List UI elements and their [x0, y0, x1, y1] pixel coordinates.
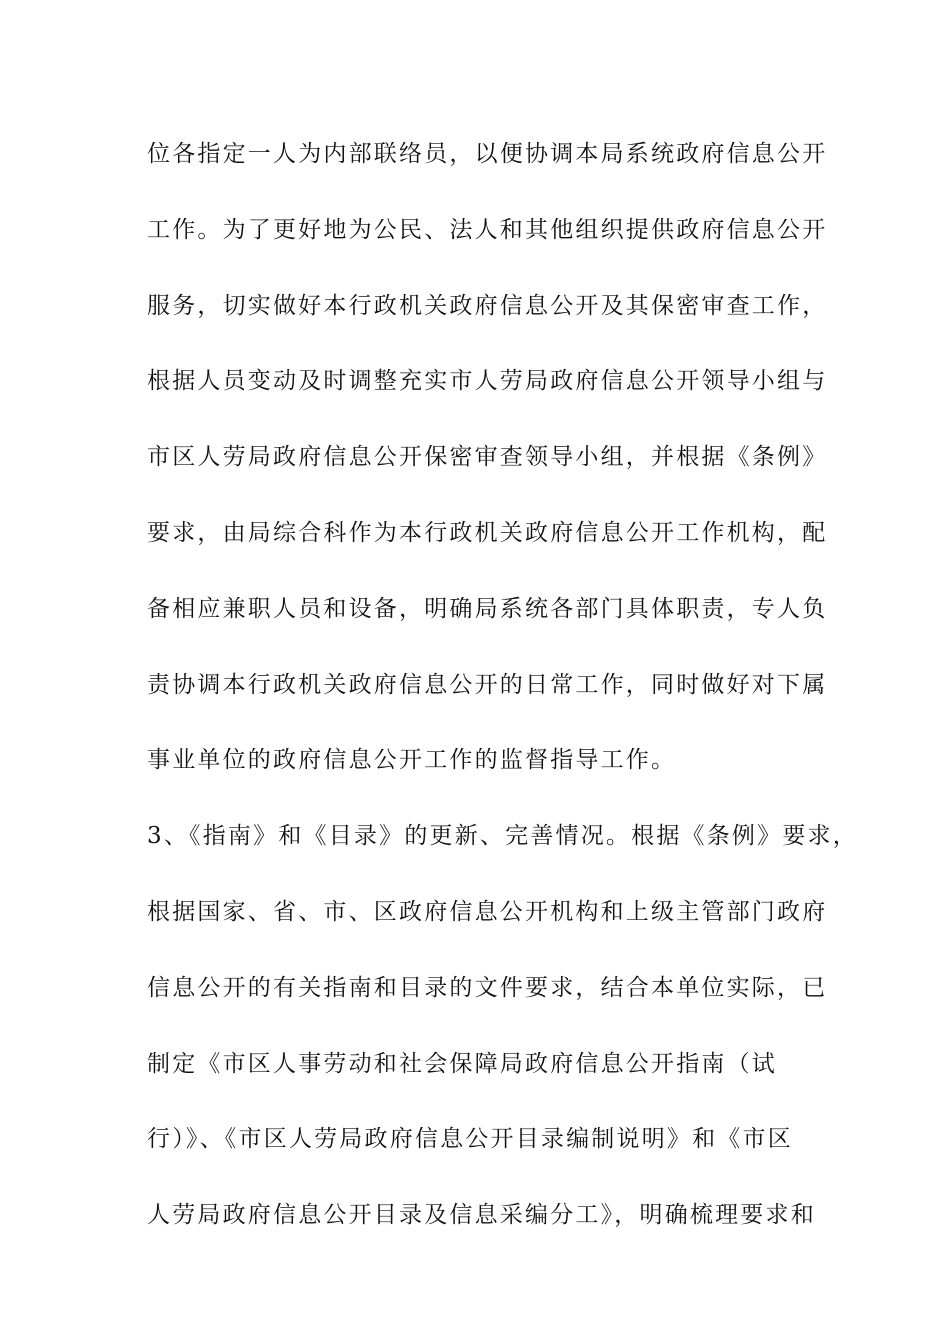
text-line: 位各指定一人为内部联络员，以便协调本局系统政府信息公开: [147, 141, 828, 167]
text-line: 备相应兼职人员和设备，明确局系统各部门具体职责，专人负: [147, 595, 828, 622]
text-line: 工作。为了更好地为公民、法人和其他组织提供政府信息公开: [147, 216, 828, 243]
text-line: 市区人劳局政府信息公开保密审查领导小组，并根据《条例》: [147, 444, 828, 471]
text-line: 服务，切实做好本行政机关政府信息公开及其保密审查工作，: [147, 292, 828, 319]
text-line: 行）》、《市区人劳局政府信息公开目录编制说明》和《市区: [147, 1126, 793, 1153]
text-line: 制定《市区人事劳动和社会保障局政府信息公开指南（试: [147, 1050, 777, 1077]
text-line: 信息公开的有关指南和目录的文件要求，结合本单位实际，已: [147, 974, 828, 1001]
text-line: 要求，由局综合科作为本行政机关政府信息公开工作机构，配: [147, 519, 828, 546]
text-line: 根据国家、省、市、区政府信息公开机构和上级主管部门政府: [147, 898, 828, 925]
text-line: 人劳局政府信息公开目录及信息采编分工》，明确梳理要求和: [147, 1202, 816, 1229]
text-line: 3、《指南》和《目录》的更新、完善情况。根据《条例》要求，: [147, 823, 858, 850]
text-line: 根据人员变动及时调整充实市人劳局政府信息公开领导小组与: [147, 368, 828, 395]
body-text: [147, 126, 858, 1263]
text-line: 事业单位的政府信息公开工作的监督指导工作。: [147, 747, 677, 774]
text-line: 责协调本行政机关政府信息公开的日常工作，同时做好对下属: [147, 671, 828, 698]
